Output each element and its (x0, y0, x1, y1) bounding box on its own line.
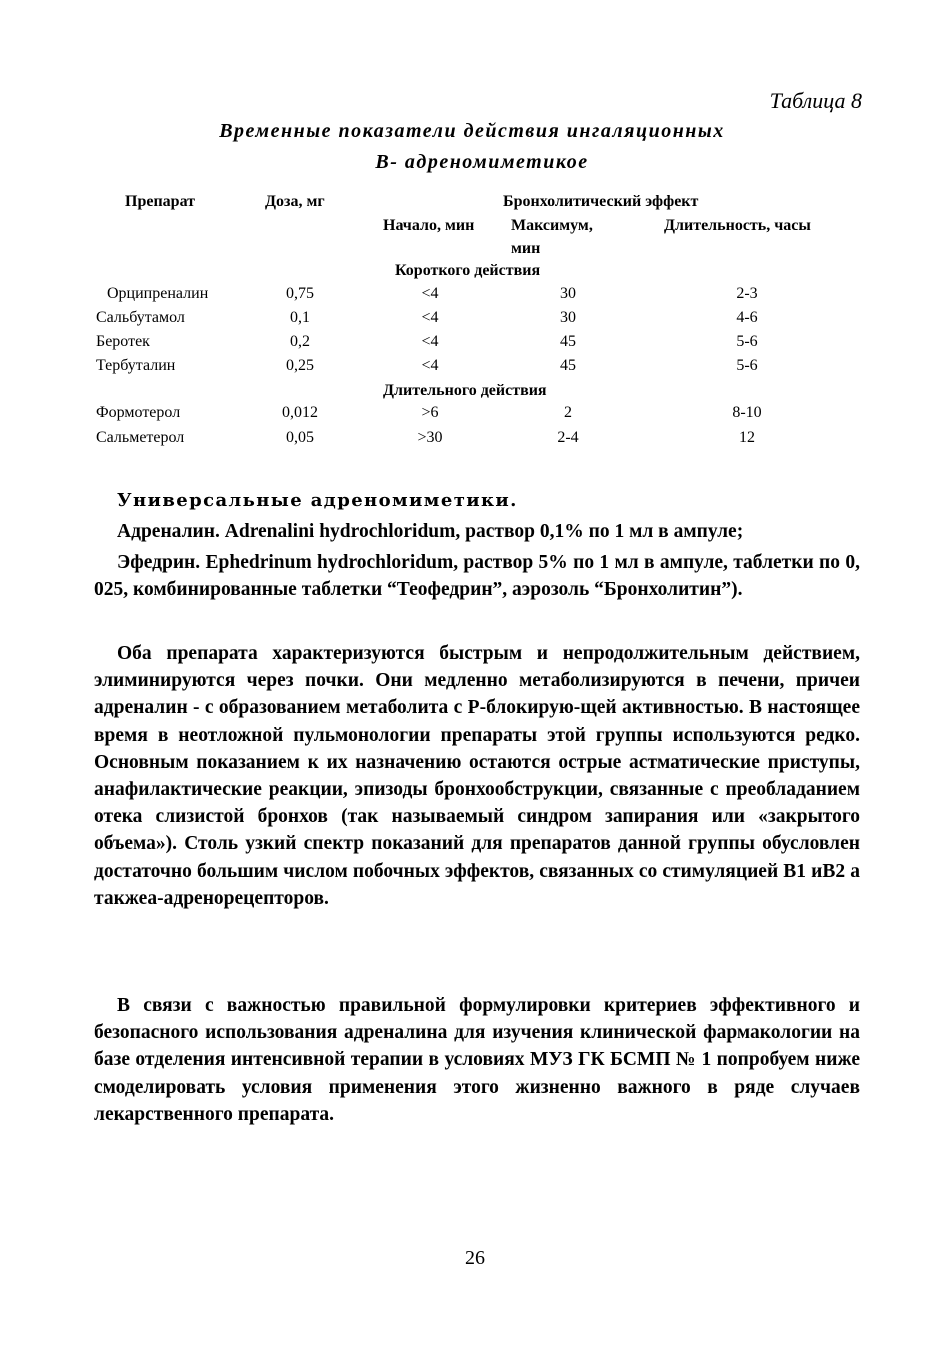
section-heading: Универсальные адреномиметики. (117, 490, 518, 511)
cell-drug: Сальметерол (96, 429, 185, 446)
cell-drug: Сальбутамол (96, 309, 185, 326)
page-number: 26 (465, 1247, 485, 1269)
cell-max: 2-4 (557, 429, 579, 446)
cell-drug: Тербуталин (96, 357, 176, 374)
cell-max: 30 (560, 309, 576, 326)
cell-onset: <4 (421, 357, 439, 374)
column-header-effect: Бронхолитический эффект (503, 193, 699, 210)
cell-duration: 4-6 (736, 309, 758, 326)
cell-dose: 0,05 (286, 429, 314, 446)
cell-dose: 0,012 (282, 404, 318, 421)
paragraph-final: В связи с важностью правильной формулировки критериев эффективного и безопасного использования адреналина для изучения клинической фармакологии на базе отделения интенсивной терапии в условиях МУЗ ГК БСМП № 1 попробуем ниже смоделировать условия применения этого жизненно важного в ряде случаев лекарственного препарата. (94, 995, 860, 1125)
cell-onset: <4 (421, 285, 439, 302)
column-header-max-line-2: мин (511, 240, 541, 257)
table-label: Таблица 8 (769, 88, 862, 113)
table-title-line-2: В- адреномиметикое (375, 151, 589, 173)
cell-onset: <4 (421, 333, 439, 350)
cell-dose: 0,1 (290, 309, 310, 326)
cell-onset: >30 (417, 429, 443, 446)
paragraph-ephedrin: Эфедрин. Ephedrinum hydrochloridum, раствор 5% по 1 мл в ампуле, таблетки по 0, 025, комбинированные таблетки “Теофедрин”, аэрозоль “Бронхолитин”). (94, 552, 860, 601)
cell-duration: 12 (739, 429, 755, 446)
paragraph-both-drugs: Оба препарата характеризуются быстрым и непродолжительным действием, элиминируются через почки. Они медленно метаболизируются в печени, причеи адреналин - с образованием метаболита с Р-блокирую-щей активностью. В настоящее время в неотложной пульмонологии препараты этой группы используются редко. Основным показанием к их назначению остаются острые астматические приступы, анафилактические реакции, эпизоды бронхообструкции, связанные с преобладанием отека слизистой бронхов (так называемый синдром запирания или «закрытого объема»). Столь узкий спектр показаний для препаратов данной группы обусловлен достаточно большим числом побочных эффектов, связанных со стимуляцией В1 иВ2 а такжеа-адренорецепторов. (94, 643, 860, 909)
cell-dose: 0,75 (286, 285, 314, 302)
cell-drug: Беротек (96, 333, 150, 350)
column-header-duration: Длительность, часы (664, 217, 811, 234)
paragraph-adrenalin: Адреналин. Adrenalini hydrochloridum, раствор 0,1% по 1 мл в ампуле; (117, 521, 744, 542)
cell-duration: 5-6 (736, 333, 758, 350)
column-header-drug: Препарат (125, 193, 196, 210)
column-header-dose: Доза, мг (265, 193, 325, 210)
cell-max: 30 (560, 285, 576, 302)
section-short-acting: Короткого действия (395, 262, 541, 279)
cell-dose: 0,25 (286, 357, 314, 374)
section-long-acting: Длительного действия (383, 382, 547, 399)
column-header-onset: Начало, мин (383, 217, 475, 234)
cell-drug: Орципреналин (107, 285, 209, 302)
cell-drug: Формотерол (96, 404, 181, 421)
cell-onset: <4 (421, 309, 439, 326)
cell-dose: 0,2 (290, 333, 310, 350)
cell-duration: 5-6 (736, 357, 758, 374)
cell-max: 2 (564, 404, 572, 421)
cell-duration: 2-3 (736, 285, 758, 302)
column-header-max-line-1: Максимум, (511, 217, 593, 234)
table-title-line-1: Временные показатели действия ингаляционных (219, 120, 725, 142)
cell-duration: 8-10 (732, 404, 762, 421)
cell-max: 45 (560, 357, 576, 374)
cell-onset: >6 (421, 404, 439, 421)
cell-max: 45 (560, 333, 576, 350)
